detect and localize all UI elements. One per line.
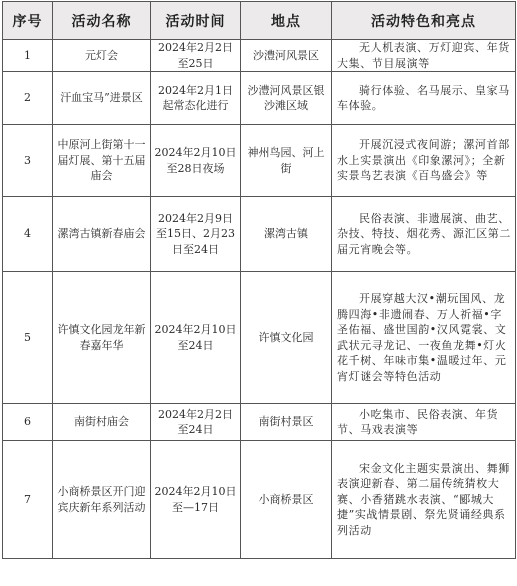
table-row bbox=[3, 441, 516, 559]
row-name: 元灯会 bbox=[53, 40, 151, 72]
row-name: 南街村庙会 bbox=[53, 404, 151, 441]
row-index: 1 bbox=[3, 40, 53, 72]
row-name: 漯湾古镇新春庙会 bbox=[53, 197, 151, 272]
row-name: 中原河上街第十一届灯展、第十五届庙会 bbox=[53, 125, 151, 197]
table-row bbox=[3, 72, 516, 125]
row-time: 2024年2月2日至25日 bbox=[151, 40, 241, 72]
row-time: 2024年2月2日至24日 bbox=[151, 404, 241, 441]
row-time: 2024年2月10日至28日夜场 bbox=[151, 125, 241, 197]
row-time: 2024年2月9日至15日、2月23日至24日 bbox=[151, 197, 241, 272]
row-place: 漯湾古镇 bbox=[241, 197, 332, 272]
table-row bbox=[3, 40, 516, 72]
row-features: 无人机表演、万灯迎宾、年货大集、节目展演等 bbox=[332, 40, 516, 72]
row-index: 4 bbox=[3, 197, 53, 272]
row-index: 5 bbox=[3, 272, 53, 404]
row-time: 2024年2月1日起常态化进行 bbox=[151, 72, 241, 125]
row-time: 2024年2月10日至24日 bbox=[151, 272, 241, 404]
activity-table bbox=[2, 1, 516, 559]
row-index: 6 bbox=[3, 404, 53, 441]
row-features: 骑行体验、名马展示、皇家马车体验。 bbox=[332, 72, 516, 125]
header-name: 活动名称 bbox=[53, 2, 151, 40]
row-index: 7 bbox=[3, 441, 53, 559]
header-row bbox=[3, 2, 516, 40]
row-name: 汗血宝马”进景区 bbox=[53, 72, 151, 125]
table-row bbox=[3, 272, 516, 404]
row-place: 小商桥景区 bbox=[241, 441, 332, 559]
row-place: 南街村景区 bbox=[241, 404, 332, 441]
row-place: 沙澧河风景区银沙滩区域 bbox=[241, 72, 332, 125]
header-time: 活动时间 bbox=[151, 2, 241, 40]
row-features: 小吃集市、民俗表演、年货节、马戏表演等 bbox=[332, 404, 516, 441]
header-features: 活动特色和亮点 bbox=[332, 2, 516, 40]
header-place: 地点 bbox=[241, 2, 332, 40]
row-name: 小商桥景区开门迎宾庆新年系列活动 bbox=[53, 441, 151, 559]
row-index: 2 bbox=[3, 72, 53, 125]
row-index: 3 bbox=[3, 125, 53, 197]
table-row bbox=[3, 125, 516, 197]
row-time: 2024年2月10日至—17日 bbox=[151, 441, 241, 559]
header-index: 序号 bbox=[3, 2, 53, 40]
row-features: 开展沉浸式夜间游；漯河首部水上实景演出《印象漯河》；全新实景鸟艺表演《百鸟盛会》等 bbox=[332, 125, 516, 197]
row-features: 开展穿越大汉•潮玩国风、龙腾四海•非遗闹春、万人祈福•字圣佑福、盛世国韵•汉风霓裳、文武状元寻龙记、一夜鱼龙舞•灯火花千树、年味市集•温暖过年、元宵灯谜会等特色活动 bbox=[332, 272, 516, 404]
table-row bbox=[3, 197, 516, 272]
row-features: 民俗表演、非遗展演、曲艺、杂技、特技、烟花秀、源汇区第二届元宵晚会等。 bbox=[332, 197, 516, 272]
row-place: 神州鸟园、河上街 bbox=[241, 125, 332, 197]
row-place: 沙澧河风景区 bbox=[241, 40, 332, 72]
table-row bbox=[3, 404, 516, 441]
row-features: 宋金文化主题实景演出、舞狮表演迎新春、第二届传统猜枚大赛、小香猪跳水表演、“郾城大捷”实战情景剧、祭先贤诵经典系列活动 bbox=[332, 441, 516, 559]
row-name: 许慎文化园龙年新春嘉年华 bbox=[53, 272, 151, 404]
row-place: 许慎文化园 bbox=[241, 272, 332, 404]
